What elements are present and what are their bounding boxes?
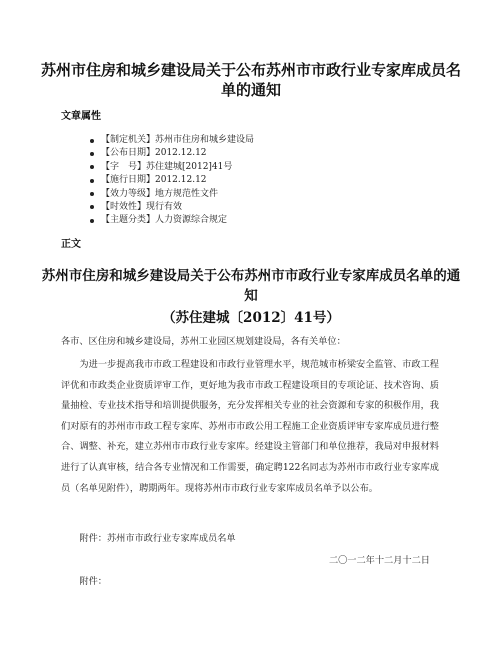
attribute-item (61, 174, 254, 187)
attribute-text: 【主题分类】人力资源综合规定 (101, 215, 228, 226)
bullet-icon (90, 139, 94, 143)
attributes-heading: 文章属性 (61, 111, 101, 122)
attribute-item (61, 214, 254, 227)
document-number: （苏住建城〔2012〕41号） (162, 310, 340, 326)
bullet-icon (90, 205, 94, 209)
document-title: 苏州市住房和城乡建设局关于公布苏州市市政行业专家库成员名单的通知 (40, 61, 461, 99)
body-paragraph: 为进一步提高我市市政工程建设和市政行业管理水平，规范城市桥梁安全监管、市政工程评优和市政类企业资质评审工作，更好地为我市市政工程建设项目的专项论证、技术咨询、质量抽检、专业技术指导和培训提供服务，充分发挥相关专业的社会资源和专家的积极作用，我们对原有的苏州市市政工程专家库、苏州市市政公用工程施工企业资质评审专家库成员进行整合、调整、补充，建立苏州市市政行业专家库。经建设主管部门和单位推荐，我局对申报材料进行了认真审核，结合各专业情况和工作需要，确定聘122名同志为苏州市市政行业专家库成员（名单见附件），聘期两年。现将苏州市市政行业专家库成员名单予以公布。 (61, 359, 439, 494)
bullet-icon (90, 165, 94, 169)
body-heading: 正文 (61, 239, 81, 250)
attribute-item (61, 188, 254, 201)
attachment-reference: 附件：苏州市市政行业专家库成员名单 (79, 533, 236, 544)
attribute-item (61, 134, 254, 147)
attribute-item (61, 161, 254, 174)
attribute-text: 【施行日期】2012.12.12 (101, 175, 207, 186)
bullet-icon (90, 192, 94, 196)
attribute-text: 【公布日期】2012.12.12 (101, 148, 207, 159)
bullet-icon (90, 179, 94, 183)
attributes-list (61, 134, 254, 228)
attribute-item (61, 201, 254, 214)
issue-date: 二〇一二年十二月十二日 (328, 555, 430, 566)
attribute-text: 【时效性】现行有效 (101, 201, 183, 212)
attribute-item (61, 147, 254, 160)
bullet-icon (90, 219, 94, 223)
bullet-icon (90, 152, 94, 156)
salutation: 各市、区住房和城乡建设局，苏州工业园区规划建设局，各有关单位： (61, 336, 346, 347)
attribute-text: 【字 号】苏住建城[2012]41号 (101, 161, 233, 172)
attachment-label: 附件： (79, 576, 107, 587)
attribute-text: 【效力等级】地方规范性文件 (101, 188, 219, 199)
main-title: 苏州市住房和城乡建设局关于公布苏州市市政行业专家库成员名单的通知 (41, 268, 461, 304)
attribute-text: 【制定机关】苏州市住房和城乡建设局 (101, 135, 255, 145)
